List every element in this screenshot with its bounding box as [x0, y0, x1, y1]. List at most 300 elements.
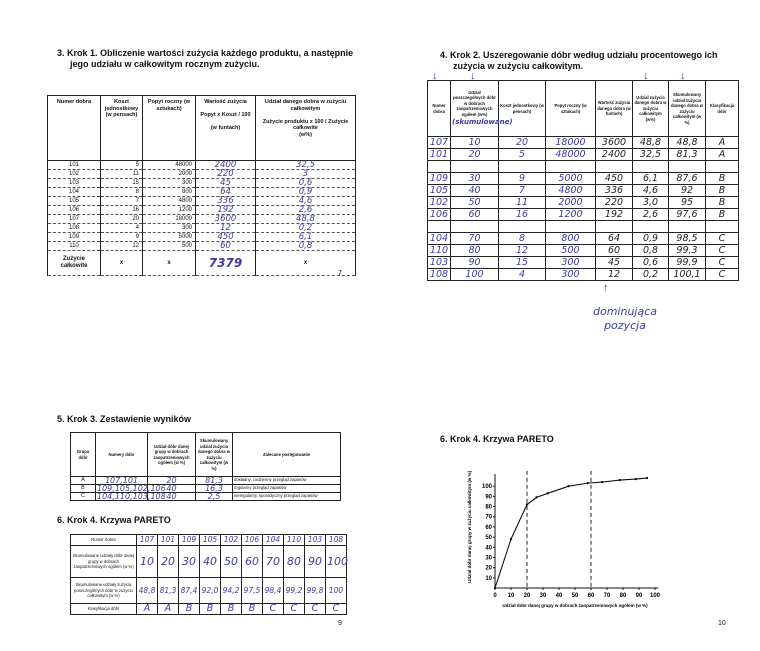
- table-cell: 450: [196, 233, 256, 242]
- table-cell: 60: [596, 245, 633, 257]
- table-cell: [706, 161, 739, 173]
- table-cell: 0,6: [256, 179, 356, 188]
- page-number: 9: [338, 620, 342, 627]
- y-tick-label: 10: [485, 575, 492, 582]
- table-cell: 5000: [143, 233, 196, 242]
- table-cell: A: [158, 604, 179, 615]
- y-tick-label: 90: [485, 494, 492, 501]
- table-cell: B: [71, 485, 96, 493]
- table-cell: 60: [242, 546, 263, 578]
- table-cell: 100: [451, 269, 499, 281]
- table-cell: 99,9: [669, 257, 706, 269]
- table-cell: 32,5: [633, 149, 669, 161]
- table-cell: 20: [451, 149, 499, 161]
- data-point: [646, 477, 648, 479]
- table-cell: 11: [499, 197, 546, 209]
- table-cell: 90: [305, 546, 326, 578]
- table-cell: 3,0: [633, 197, 669, 209]
- table-cell: [451, 161, 499, 173]
- table-cell: 99,2: [284, 578, 305, 604]
- table-cell: B: [706, 173, 739, 185]
- table-cell: 107: [428, 137, 451, 149]
- table-cell: 30: [179, 546, 200, 578]
- data-point: [635, 478, 637, 480]
- column-header: Numer dobra: [48, 96, 101, 161]
- column-header: [428, 81, 451, 137]
- table-cell: [546, 221, 596, 233]
- table-cell: 0,6: [633, 257, 669, 269]
- page4-title: 6. Krok 4. Krzywa PARETO: [440, 434, 554, 444]
- table-cell: 2,6: [256, 206, 356, 215]
- table-cell: [451, 221, 499, 233]
- table-cell: 450: [596, 173, 633, 185]
- table-cell: 2000: [143, 170, 196, 179]
- table-cell: 20: [101, 215, 143, 224]
- usage-value-table: [47, 95, 356, 276]
- arrow-down-icon: ↓: [680, 70, 686, 82]
- header-text: Udział zużycia danego dobra w zużyciu całkowitym (w%): [634, 94, 667, 122]
- table-cell: 1200: [546, 209, 596, 221]
- table-cell: 100,1: [669, 269, 706, 281]
- table-cell: 20: [148, 477, 196, 485]
- handwritten-annotation: dominująca pozycja: [592, 305, 657, 332]
- pareto-row-numbers: [71, 535, 347, 546]
- table-cell: 0,8: [633, 245, 669, 257]
- table-cell: 87,6: [669, 173, 706, 185]
- title-line: 3. Krok 1. Obliczenie wartości zużycia każdego produktu, a następnie: [57, 48, 354, 58]
- y-tick-label: 100: [481, 484, 492, 491]
- table-cell: B: [200, 604, 221, 615]
- total-cell: Zużycie całkowite: [48, 251, 101, 276]
- header-text: Popyt roczny (w sztukach): [554, 103, 587, 114]
- table-row: [71, 493, 341, 501]
- x-tick-label: 0: [493, 593, 497, 599]
- table-cell: 12: [499, 245, 546, 257]
- ranking-table: [427, 80, 739, 281]
- arrow-up-icon: ↑: [603, 282, 609, 294]
- table-cell: 104,110,103,108: [97, 492, 166, 501]
- total-cell: x: [256, 251, 356, 276]
- pareto-row-cum-goods: [71, 546, 347, 578]
- table-cell: 10: [137, 546, 158, 578]
- table-cell: 45: [596, 257, 633, 269]
- y-tick-label: 30: [485, 555, 492, 562]
- table-cell: [633, 161, 669, 173]
- table-cell: 81,3: [196, 477, 233, 485]
- table-cell: 101: [158, 535, 179, 546]
- table-cell: 103: [48, 179, 101, 188]
- table-cell: 109: [428, 173, 451, 185]
- x-tick-label: 10: [507, 593, 515, 599]
- x-tick-label: 50: [571, 593, 579, 599]
- table-cell: C: [706, 257, 739, 269]
- table-cell: 5: [101, 161, 143, 170]
- x-tick-label: 40: [555, 593, 563, 599]
- table-cell: 45: [196, 179, 256, 188]
- table-cell: 95: [669, 197, 706, 209]
- data-point: [587, 482, 589, 484]
- table-row: [428, 245, 739, 257]
- table-cell: B: [242, 604, 263, 615]
- pareto-table: [70, 534, 347, 615]
- table-cell: 102: [221, 535, 242, 546]
- table-cell: C: [326, 604, 347, 615]
- table-cell: 2400: [196, 161, 256, 170]
- data-point: [567, 485, 569, 487]
- table-cell: 5000: [546, 173, 596, 185]
- table-cell: 20: [158, 546, 179, 578]
- table-cell: 90: [451, 257, 499, 269]
- table-row: [428, 185, 739, 197]
- table-cell: 98,5: [669, 233, 706, 245]
- table-row: [428, 173, 739, 185]
- table-cell: 9: [101, 233, 143, 242]
- table-cell: 8: [499, 233, 546, 245]
- table-cell: 80: [284, 546, 305, 578]
- table-cell: 800: [546, 233, 596, 245]
- table-cell: 16: [101, 206, 143, 215]
- table-row: [48, 161, 356, 170]
- table-cell: 12: [596, 269, 633, 281]
- table-cell: [499, 221, 546, 233]
- table-cell: C: [263, 604, 284, 615]
- column-header: Udział danego dobra w zużyciu całkowitym Zużycie produktu x 100 / Zużycie całkowite (w%): [256, 96, 356, 161]
- table-cell: 102: [428, 197, 451, 209]
- table-cell: 500: [143, 242, 196, 251]
- table-cell: 98,4: [263, 578, 284, 604]
- title-line: zużycia w zużyciu całkowitym.: [453, 61, 584, 71]
- header-text: Skumulowany udział zużycia danego dobra w zużyciu całkowitym (w %): [670, 92, 704, 125]
- column-header: Zalecane postępowanie: [233, 433, 341, 477]
- page1-title: [57, 48, 353, 70]
- table-cell: 70: [451, 233, 499, 245]
- total-cell: x: [101, 251, 143, 276]
- table-cell: 336: [596, 185, 633, 197]
- group-separator-row: [428, 161, 739, 173]
- group-separator-row: [428, 221, 739, 233]
- table-cell: 108: [48, 224, 101, 233]
- data-point: [494, 587, 496, 589]
- table-cell: 16: [499, 209, 546, 221]
- table-cell: 81,3: [158, 578, 179, 604]
- table-cell: 104: [428, 233, 451, 245]
- table-cell: 32,5: [256, 161, 356, 170]
- table-cell: 3600: [196, 215, 256, 224]
- table-cell: C: [284, 604, 305, 615]
- table-cell: [669, 221, 706, 233]
- table-cell: 106: [48, 206, 101, 215]
- table-cell: 7: [101, 197, 143, 206]
- table-cell: 110: [428, 245, 451, 257]
- column-header: Popyt roczny (w sztukach): [143, 96, 196, 161]
- header-row: [48, 96, 356, 161]
- pareto-row-cum-usage: [71, 578, 347, 604]
- y-tick-label: 60: [485, 524, 492, 531]
- table-row: [48, 242, 356, 251]
- table-cell: 4: [499, 269, 546, 281]
- table-cell: 30: [451, 173, 499, 185]
- table-cell: 48,8: [137, 578, 158, 604]
- table-row: [428, 269, 739, 281]
- table-cell: C: [706, 233, 739, 245]
- table-cell: 40: [451, 185, 499, 197]
- table-cell: 103: [305, 535, 326, 546]
- table-row: [428, 233, 739, 245]
- data-point: [526, 503, 528, 505]
- table-cell: 8: [101, 188, 143, 197]
- column-header: [633, 81, 669, 137]
- table-cell: [499, 161, 546, 173]
- table-cell: [428, 161, 451, 173]
- table-cell: 106: [242, 535, 263, 546]
- table-cell: regularny przegląd zapasów: [233, 485, 341, 493]
- table-cell: 300: [143, 179, 196, 188]
- table-cell: C: [71, 493, 96, 501]
- table-cell: 101: [428, 149, 451, 161]
- table-cell: 2,6: [633, 209, 669, 221]
- table-cell: 92: [669, 185, 706, 197]
- table-cell: 50: [451, 197, 499, 209]
- pareto-chart: [430, 440, 670, 610]
- table-cell: 48,8: [669, 137, 706, 149]
- table-cell: 48000: [546, 149, 596, 161]
- table-cell: 6,1: [633, 173, 669, 185]
- column-header: Numery dóbr: [96, 433, 148, 477]
- title-line: 4. Krok 2. Uszeregowanie dóbr według udziału procentowego ich: [440, 50, 718, 60]
- column-header: [669, 81, 706, 137]
- table-cell: B: [179, 604, 200, 615]
- x-axis-label: Udział dóbr danej grupy w dobrach zaopatrzeniowych ogółem (w %): [502, 603, 648, 608]
- table-cell: 60: [451, 209, 499, 221]
- table-cell: 10: [451, 137, 499, 149]
- table-cell: 300: [546, 269, 596, 281]
- arrow-down-icon: ↓: [643, 70, 649, 82]
- column-header: [706, 81, 739, 137]
- table-cell: C: [706, 245, 739, 257]
- table-cell: 99,8: [305, 578, 326, 604]
- table-cell: 15: [499, 257, 546, 269]
- handwritten-note: (skumulowane): [452, 118, 513, 127]
- header-text: Klasyfikacja dóbr: [709, 103, 735, 114]
- table-cell: 101: [48, 161, 101, 170]
- header-text: Numer dobra: [432, 103, 446, 114]
- table-cell: 4800: [143, 197, 196, 206]
- table-cell: 100: [326, 546, 347, 578]
- table-cell: 6,1: [256, 233, 356, 242]
- pareto-table-title: 6. Krok 4. Krzywa PARETO: [57, 515, 171, 525]
- pareto-curve: [495, 478, 647, 588]
- table-cell: A: [71, 477, 96, 485]
- table-cell: 109,105,102,106: [97, 484, 166, 493]
- table-cell: 105: [428, 185, 451, 197]
- table-cell: 4: [101, 224, 143, 233]
- table-cell: 107,101: [96, 477, 148, 485]
- table-cell: A: [706, 149, 739, 161]
- table-cell: B: [221, 604, 242, 615]
- x-tick-label: 30: [539, 593, 547, 599]
- table-cell: 48,8: [633, 137, 669, 149]
- total-row: [48, 251, 356, 276]
- table-cell: 105: [48, 197, 101, 206]
- table-cell: 104: [263, 535, 284, 546]
- arrow-down-icon: ↓: [470, 70, 476, 82]
- table-cell: [633, 221, 669, 233]
- table-cell: 102: [48, 170, 101, 179]
- table-cell: 1200: [143, 206, 196, 215]
- y-tick-label: 70: [485, 514, 492, 521]
- table-cell: 0,8: [256, 242, 356, 251]
- table-cell: 40: [148, 485, 196, 493]
- table-cell: B: [706, 185, 739, 197]
- table-cell: dokładny, codzienny przegląd zapasów: [233, 477, 341, 485]
- total-cell: 7379: [196, 251, 256, 276]
- table-cell: 80: [451, 245, 499, 257]
- table-cell: 97,5: [242, 578, 263, 604]
- table-cell: 336: [196, 197, 256, 206]
- table-cell: 4,6: [256, 197, 356, 206]
- y-tick-label: 40: [485, 545, 492, 552]
- table-cell: C: [305, 604, 326, 615]
- table-row: [428, 137, 739, 149]
- x-tick-label: 60: [587, 593, 595, 599]
- page3-title: 5. Krok 3. Zestawienie wyników: [57, 414, 192, 424]
- table-cell: 2,5: [196, 493, 233, 501]
- table-cell: 5: [499, 149, 546, 161]
- table-cell: 220: [196, 170, 256, 179]
- table-cell: C: [706, 269, 739, 281]
- table-cell: 108: [428, 269, 451, 281]
- column-header: [546, 81, 596, 137]
- table-cell: 3600: [596, 137, 633, 149]
- table-cell: 40: [200, 546, 221, 578]
- table-cell: 12: [101, 242, 143, 251]
- table-cell: 500: [546, 245, 596, 257]
- table-cell: 0,9: [633, 233, 669, 245]
- table-row: [428, 257, 739, 269]
- data-point: [619, 479, 621, 481]
- table-cell: A: [706, 137, 739, 149]
- table-cell: [596, 221, 633, 233]
- table-cell: A: [137, 604, 158, 615]
- table-cell: 107: [137, 535, 158, 546]
- table-cell: 18000: [143, 215, 196, 224]
- table-row: [428, 209, 739, 221]
- column-header: Udział dóbr danej grupy w dobrach zaopatrzeniowych ogółem (w %): [148, 433, 196, 477]
- table-cell: [596, 161, 633, 173]
- table-cell: 109: [179, 535, 200, 546]
- table-cell: 11: [101, 170, 143, 179]
- table-cell: 94,2: [221, 578, 242, 604]
- page2-title: [440, 50, 718, 72]
- table-cell: nieregularny, sporadyczny przegląd zapasów: [233, 493, 341, 501]
- header-row: [71, 433, 341, 477]
- table-cell: [428, 221, 451, 233]
- x-tick-label: 70: [603, 593, 611, 599]
- table-cell: 48,8: [256, 215, 356, 224]
- table-cell: 300: [546, 257, 596, 269]
- table-cell: 3: [256, 170, 356, 179]
- y-tick-label: 80: [485, 504, 492, 511]
- table-cell: 81,3: [669, 149, 706, 161]
- table-cell: 105: [200, 535, 221, 546]
- y-tick-label: 20: [485, 565, 492, 572]
- arrow-down-icon: ↓: [432, 70, 438, 82]
- table-cell: 18000: [546, 137, 596, 149]
- table-cell: B: [706, 209, 739, 221]
- table-cell: B: [706, 197, 739, 209]
- title-line: jego udziału w całkowitym rocznym zużyciu.: [70, 59, 260, 69]
- table-cell: 192: [196, 206, 256, 215]
- column-header: Grupa dóbr: [71, 433, 96, 477]
- table-cell: 50: [221, 546, 242, 578]
- column-header: [596, 81, 633, 137]
- table-cell: 0,2: [256, 224, 356, 233]
- table-cell: 7: [499, 185, 546, 197]
- column-header: [451, 81, 513, 137]
- table-cell: 2400: [596, 149, 633, 161]
- pareto-row-class: [71, 604, 347, 615]
- table-cell: 64: [196, 188, 256, 197]
- header-text: Koszt jednostkowy (w pensach): [500, 103, 544, 114]
- data-point: [510, 538, 512, 540]
- row-label: Numer dobra: [71, 535, 137, 546]
- table-cell: 109: [48, 233, 101, 242]
- table-cell: 104: [48, 188, 101, 197]
- x-tick-label: 90: [635, 593, 643, 599]
- y-tick-label: 50: [485, 535, 492, 542]
- data-point: [535, 496, 537, 498]
- table-cell: 107: [48, 215, 101, 224]
- row-label: Skumulowane udziały zużycia poszczególnych dóbr w zużyciu całkowitym (w %): [71, 578, 137, 604]
- data-point: [601, 481, 603, 483]
- table-cell: 70: [263, 546, 284, 578]
- table-cell: 100: [326, 578, 347, 604]
- header-row: [428, 81, 739, 137]
- table-cell: 15: [101, 179, 143, 188]
- column-header: Skumulowany udział zużycia danego dobra w zużyciu całkowitym (w %): [196, 433, 233, 477]
- table-cell: 106: [428, 209, 451, 221]
- table-cell: 103: [428, 257, 451, 269]
- x-tick-label: 80: [619, 593, 627, 599]
- table-cell: 0,9: [256, 188, 356, 197]
- table-cell: 2000: [546, 197, 596, 209]
- table-cell: [706, 221, 739, 233]
- table-cell: 87,4: [179, 578, 200, 604]
- header-text: Udział poszczególnych dóbr w dobrach zaopatrzeniowych ogółem (w%): [453, 89, 496, 117]
- total-cell: x: [143, 251, 196, 276]
- column-header: [499, 81, 546, 137]
- table-cell: [546, 161, 596, 173]
- table-cell: 92,0: [200, 578, 221, 604]
- table-cell: 300: [143, 224, 196, 233]
- table-row: [428, 149, 739, 161]
- table-cell: 110: [48, 242, 101, 251]
- table-cell: 97,6: [669, 209, 706, 221]
- data-point: [547, 492, 549, 494]
- table-row: [428, 197, 739, 209]
- table-cell: 40: [148, 493, 196, 501]
- results-summary-table: [70, 432, 341, 501]
- table-cell: 4800: [546, 185, 596, 197]
- column-header: Koszt jednostkowy (w pensach): [101, 96, 143, 161]
- page-number: 10: [718, 620, 726, 627]
- table-cell: 0,2: [633, 269, 669, 281]
- row-label: Klasyfikacja dóbr: [71, 604, 137, 615]
- table-cell: 4,6: [633, 185, 669, 197]
- table-cell: 60: [196, 242, 256, 251]
- table-cell: 20: [499, 137, 546, 149]
- x-tick-label: 20: [523, 593, 531, 599]
